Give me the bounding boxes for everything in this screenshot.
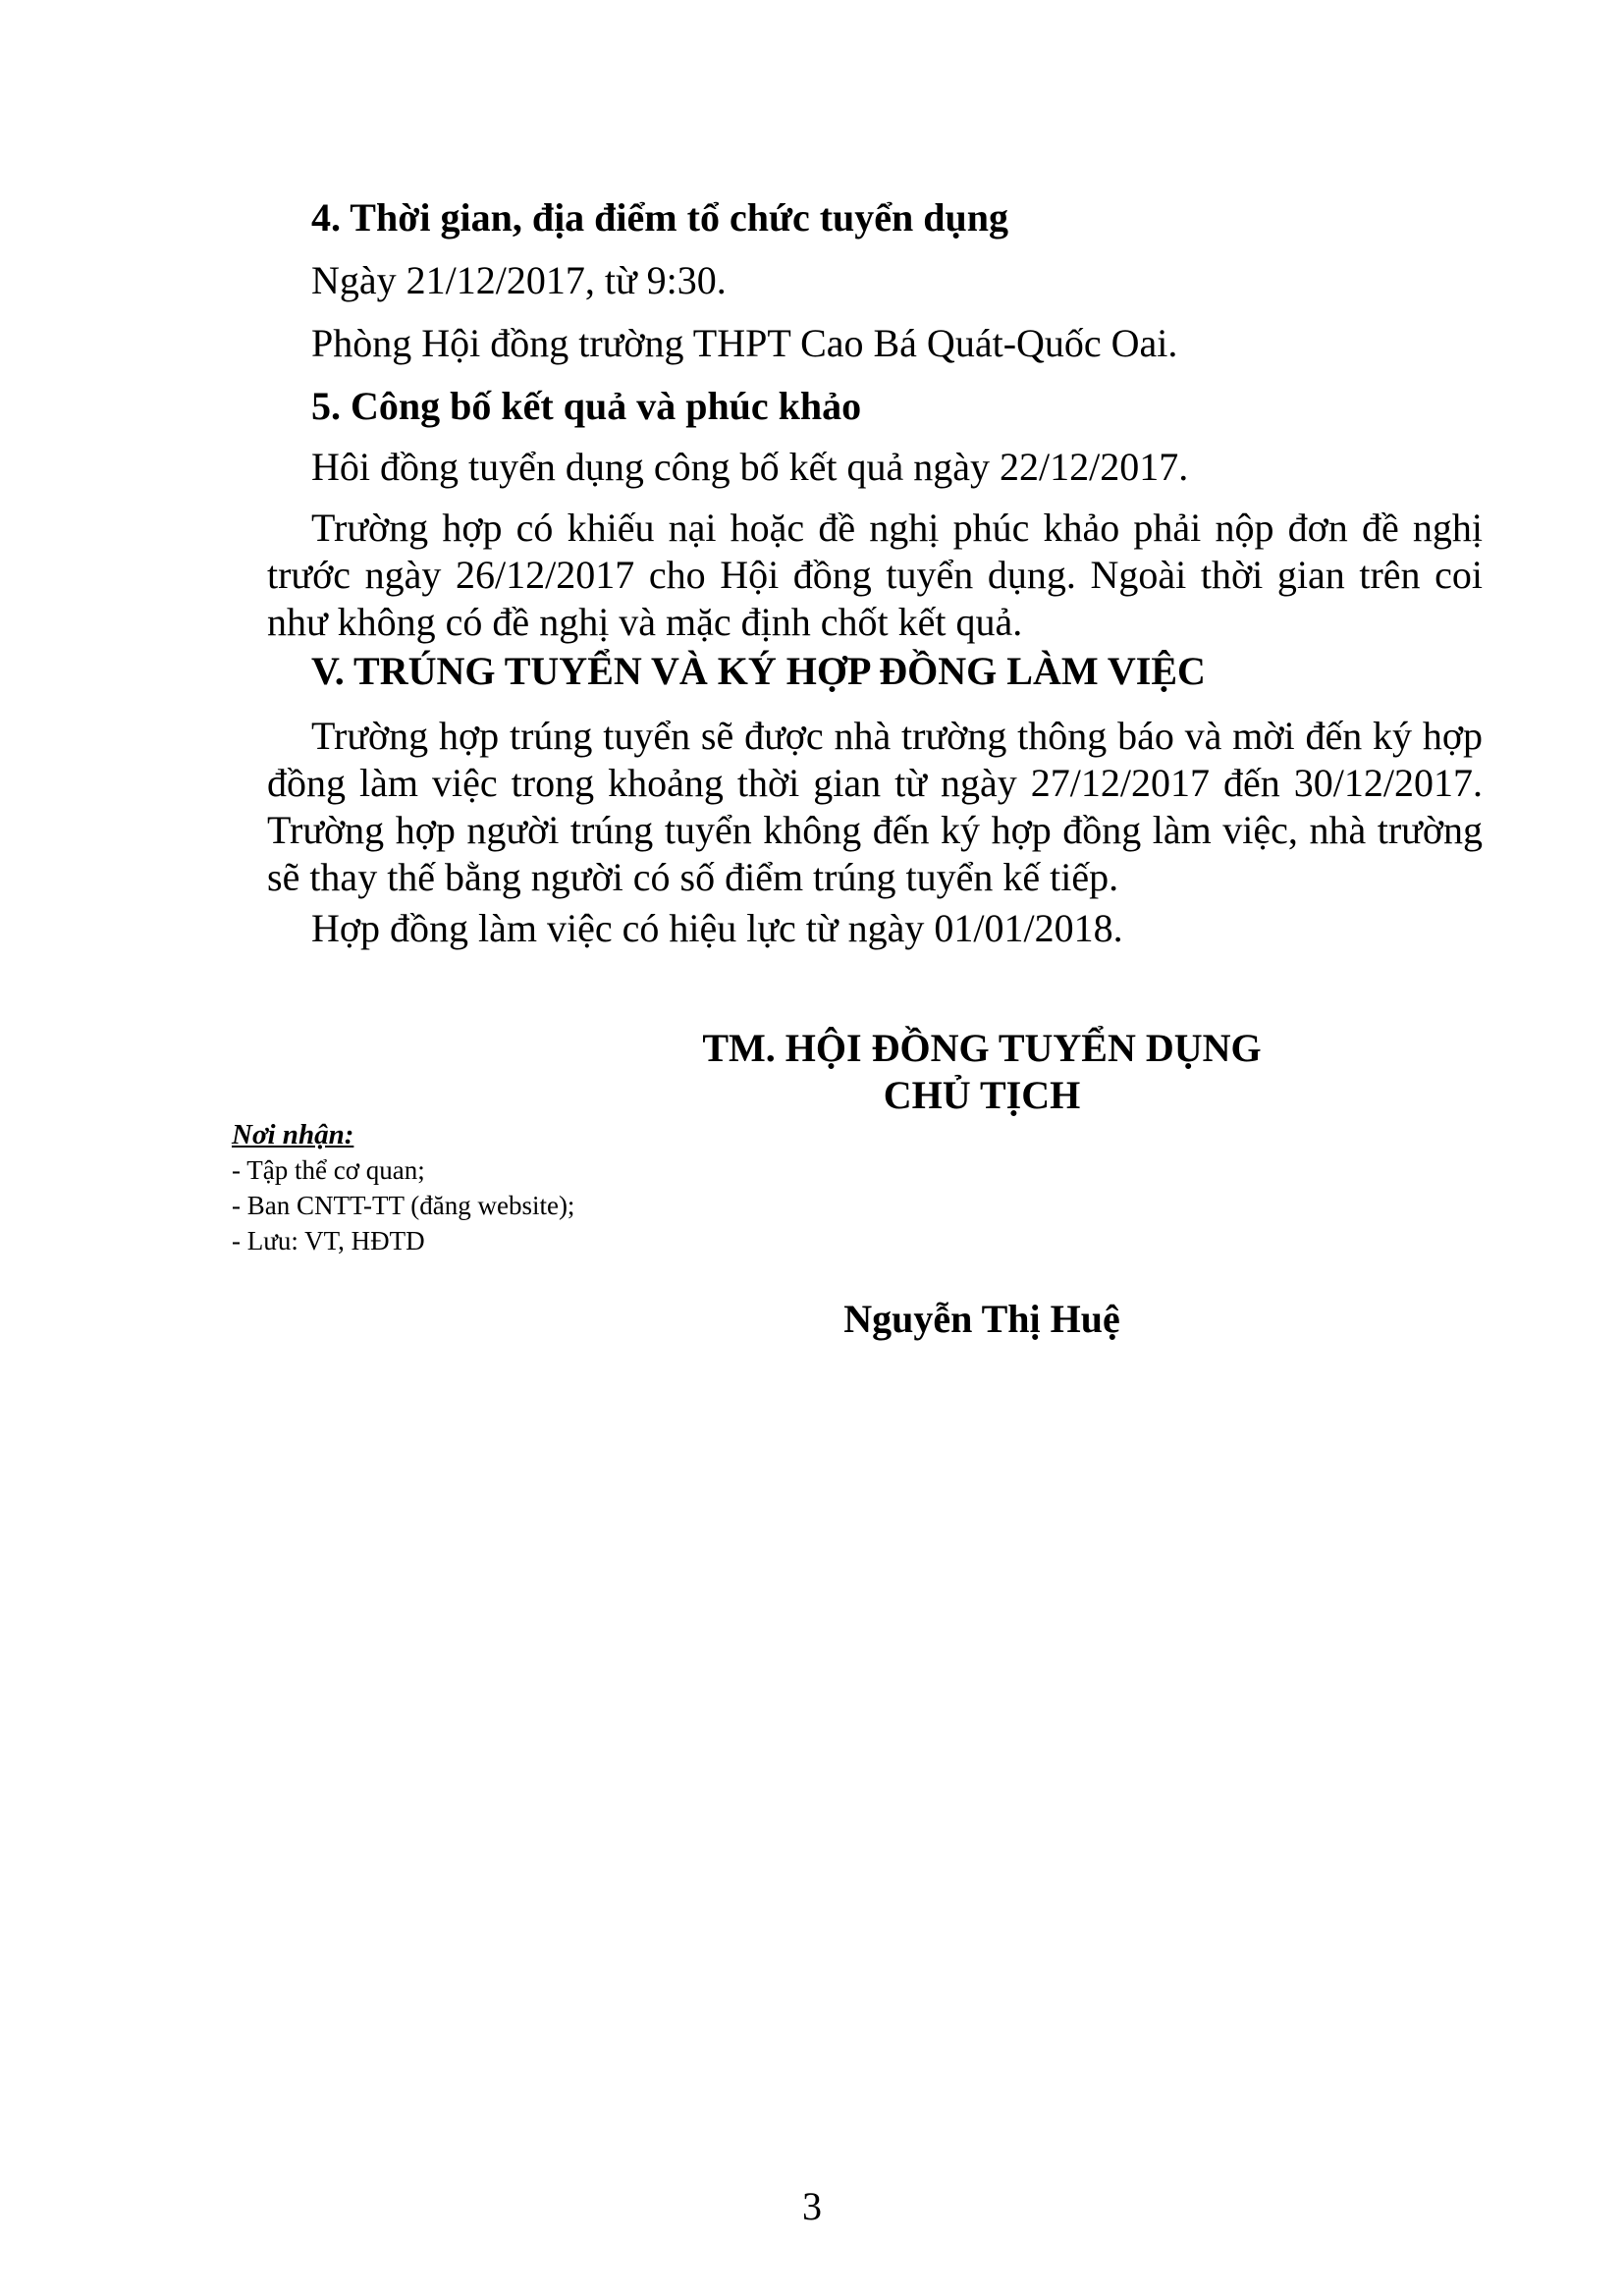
exam-date-line: Ngày 21/12/2017, từ 9:30. [311,258,727,302]
signer-name: Nguyễn Thị Huệ [843,1297,1120,1341]
contract-paragraph: Trường hợp trúng tuyển sẽ được nhà trường thông báo và mời đến ký hợp đồng làm việc trong khoảng thời gian từ ngày 27/12/2017 đến 30/12/2017. Trường hợp người trúng tuyển không đến ký hợp đồng làm việc, nhà trường sẽ thay thế bằng người có số điểm trúng tuyển kế tiếp. [267,714,1483,899]
contract-effective-line: Hợp đồng làm việc có hiệu lực từ ngày 01/01/2018. [311,906,1123,950]
results-announcement-line: Hôi đồng tuyển dụng công bố kết quả ngày 22/12/2017. [311,445,1189,489]
signature-title-line1: TM. HỘI ĐỒNG TUYỂN DỤNG [702,1026,1262,1070]
complaint-paragraph: Trường hợp có khiếu nại hoặc đề nghị phúc khảo phải nộp đơn đề nghị trước ngày 26/12/2017 cho Hội đồng tuyển dụng. Ngoài thời gian trên coi như không có đề nghị và mặc định chốt kết quả. [267,506,1483,644]
section-heading-time-place: 4. Thời gian, địa điểm tổ chức tuyển dụng [311,195,1008,240]
recipients-block [232,1117,821,1258]
exam-place-line: Phòng Hội đồng trường THPT Cao Bá Quát-Quốc Oai. [311,321,1178,365]
recipient-item: - Tập thể cơ quan; [232,1155,425,1185]
signature-title-line2: CHỦ TỊCH [883,1073,1081,1117]
page-number: 3 [802,2184,822,2228]
section-heading-results: 5. Công bố kết quả và phúc khảo [311,384,862,428]
recipient-item: - Ban CNTT-TT (đăng website); [232,1191,575,1220]
signature-title [589,1025,1375,1119]
section-heading-contract: V. TRÚNG TUYỂN VÀ KÝ HỢP ĐỒNG LÀM VIỆC [311,649,1206,693]
recipient-item: - Lưu: VT, HĐTD [232,1226,425,1255]
recipients-title: Nơi nhận: [232,1119,354,1150]
